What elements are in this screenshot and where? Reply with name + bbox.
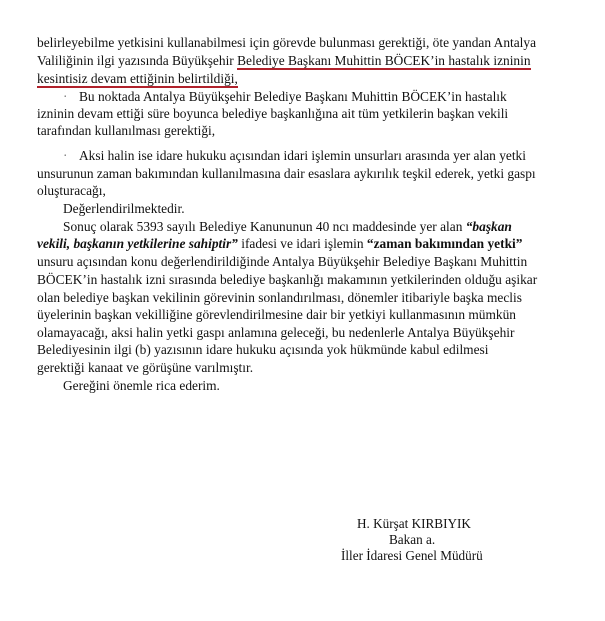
body-line-14: BÖCEK’in hastalık izni sırasında belediye başkanlığı makamının yetkilerinden olduğu aşikar xyxy=(37,272,538,287)
body-line-6: tarafından kullanılması gerektiği, xyxy=(37,123,216,138)
body-line-4 xyxy=(63,88,507,105)
body-text: Sonuç olarak 5393 sayılı Belediye Kanununun 40 ncı maddesinde yer alan xyxy=(63,219,466,234)
body-line-3 xyxy=(37,70,238,87)
body-text: Valiliğinin ilgi yazısında Büyükşehir xyxy=(37,53,238,68)
body-line-9: oluşturacağı, xyxy=(37,183,106,198)
body-line-13: unsuru açısından konu değerlendirildiğinde Antalya Büyükşehir Belediye Başkanı Muhittin xyxy=(37,254,528,269)
body-line-19: gerektiği kanaat ve görüşüne varılmıştır. xyxy=(37,360,254,375)
body-line-20: Gereğini önemle rica ederim. xyxy=(63,378,220,393)
body-line-8: unsurunun zaman bakımından kullanılmasına dair esaslara aykırılık teşkil ederek, yetki gaspı xyxy=(37,166,536,181)
signature-department: İller İdaresi Genel Müdürü xyxy=(341,548,483,563)
highlighted-text: kesintisiz devam ettiğinin belirtildiği, xyxy=(37,71,238,86)
quoted-term: “zaman bakımından yetki” xyxy=(366,236,523,251)
body-text: ifadesi ve idari işlemin xyxy=(237,236,367,251)
body-line-12 xyxy=(37,235,522,252)
body-text: Bu noktada Antalya Büyükşehir Belediye Başkanı Muhittin BÖCEK’in hastalık xyxy=(79,89,507,104)
body-line-17: olamayacağı, aksi halin yetki gaspı anlamına geleceği, bu nedenlerle Antalya Büyükşehir xyxy=(37,325,515,340)
body-line-18: Belediyesinin ilgi (b) yazısının idare hukuku açısında yok hükmünde kabul edilmesi xyxy=(37,342,489,357)
highlighted-text: Belediye Başkanı Muhittin BÖCEK’in hastalık izninin xyxy=(237,53,531,68)
body-line-16: üyelerinin başkan vekilliğine görevlendirilmesine dair bir yetkiyi kullanmasının mümkün xyxy=(37,307,516,322)
body-line-11 xyxy=(63,218,512,235)
quoted-term: vekili, başkanın yetkilerine sahiptir” xyxy=(37,236,238,251)
quoted-term: “başkan xyxy=(465,219,512,234)
body-line-10: Değerlendirilmektedir. xyxy=(63,201,185,216)
signature-name: H. Kürşat KIRBIYIK xyxy=(357,516,471,531)
body-line-2 xyxy=(37,52,531,69)
body-line-1: belirleyebilme yetkisini kullanabilmesi için görevde bulunması gerektiği, öte yandan Antalya xyxy=(37,35,537,50)
body-line-5: izninin devam ettiği süre boyunca belediye başkanlığına ait tüm yetkilerin başkan vekili xyxy=(37,106,509,121)
body-line-15: olan belediye başkan vekilinin görevinin sonlandırılması, dönemler itibariyle başka meclis xyxy=(37,290,522,305)
bullet-icon: · xyxy=(63,89,68,104)
signature-title: Bakan a. xyxy=(389,532,436,547)
bullet-icon: · xyxy=(63,148,68,163)
body-text: Aksi halin ise idare hukuku açısından idari işlemin unsurları arasında yer alan yetki xyxy=(79,148,526,163)
body-line-7 xyxy=(63,147,526,164)
